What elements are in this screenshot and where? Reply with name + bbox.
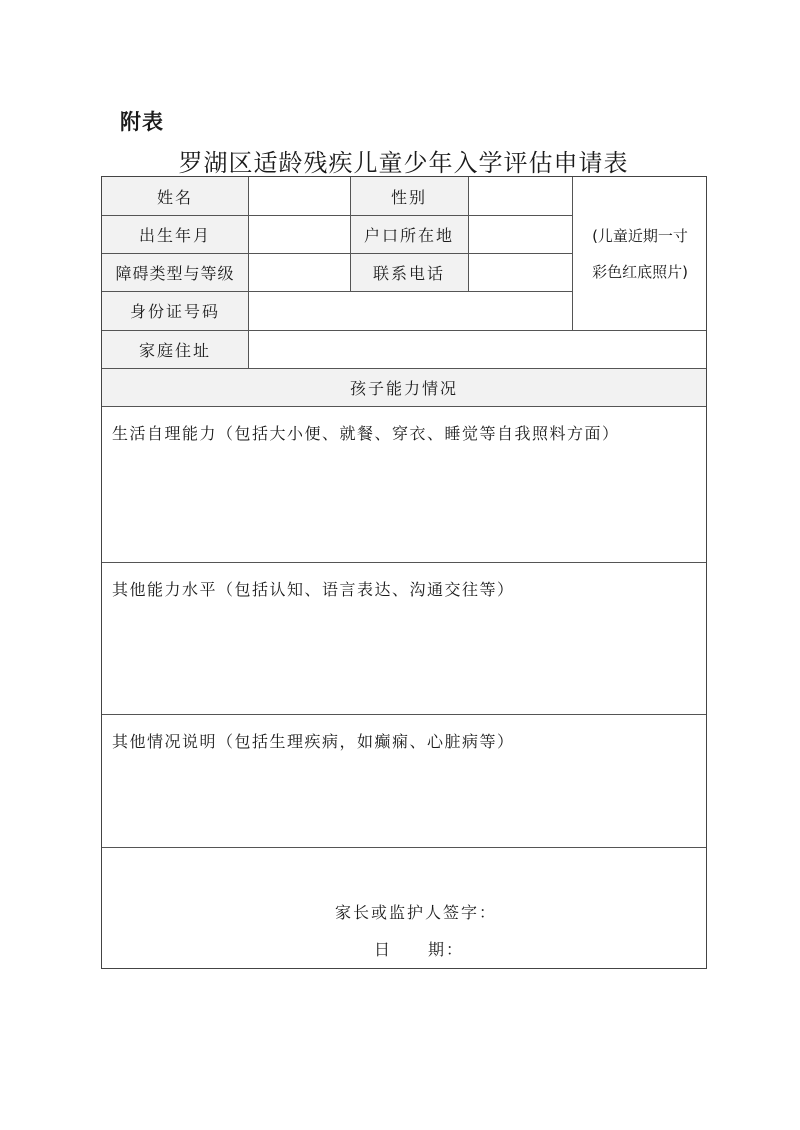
photo-box[interactable] [572, 177, 708, 330]
disability-field[interactable] [248, 253, 350, 291]
other-notes-label: 其他情况说明（包括生理疾病，如癫痫、心脏病等） [112, 732, 515, 751]
self-care-label: 生活自理能力（包括大小便、就餐、穿衣、睡觉等自我照料方面） [112, 424, 620, 443]
grid-line [102, 291, 572, 292]
name-label: 姓名 [102, 177, 248, 215]
date-label: 日 期： [374, 940, 465, 959]
id-field[interactable] [248, 291, 572, 330]
grid-line [102, 368, 706, 369]
grid-line [102, 215, 572, 216]
grid-line [102, 330, 706, 331]
photo-hint-line-1: (儿童近期一寸 [592, 226, 688, 245]
disability-label: 障碍类型与等级 [102, 253, 248, 291]
grid-line [350, 177, 351, 291]
ability-section-header: 孩子能力情况 [102, 368, 706, 406]
phone-field[interactable] [468, 253, 572, 291]
other-ability-label: 其他能力水平（包括认知、语言表达、沟通交往等） [112, 580, 515, 599]
phone-label: 联系电话 [350, 253, 468, 291]
photo-hint-line-2: 彩色红底照片) [592, 262, 688, 281]
grid-line [102, 714, 706, 715]
form-title: 罗湖区适龄残疾儿童少年入学评估申请表 [178, 149, 629, 177]
address-field[interactable] [248, 330, 708, 368]
address-label: 家庭住址 [102, 330, 248, 368]
birth-label: 出生年月 [102, 215, 248, 253]
grid-line [572, 177, 573, 330]
birth-field[interactable] [248, 215, 350, 253]
id-label: 身份证号码 [102, 291, 248, 330]
gender-label: 性别 [350, 177, 468, 215]
name-field[interactable] [248, 177, 350, 215]
gender-field[interactable] [468, 177, 572, 215]
hukou-field[interactable] [468, 215, 572, 253]
grid-line [102, 406, 706, 407]
grid-line [248, 177, 249, 368]
grid-line [102, 253, 572, 254]
grid-line [102, 562, 706, 563]
signer-label: 家长或监护人签字： [335, 903, 498, 922]
grid-line [468, 177, 469, 291]
hukou-label: 户口所在地 [350, 215, 468, 253]
grid-line [102, 847, 706, 848]
application-form [101, 176, 707, 969]
annex-label: 附表 [120, 110, 164, 134]
